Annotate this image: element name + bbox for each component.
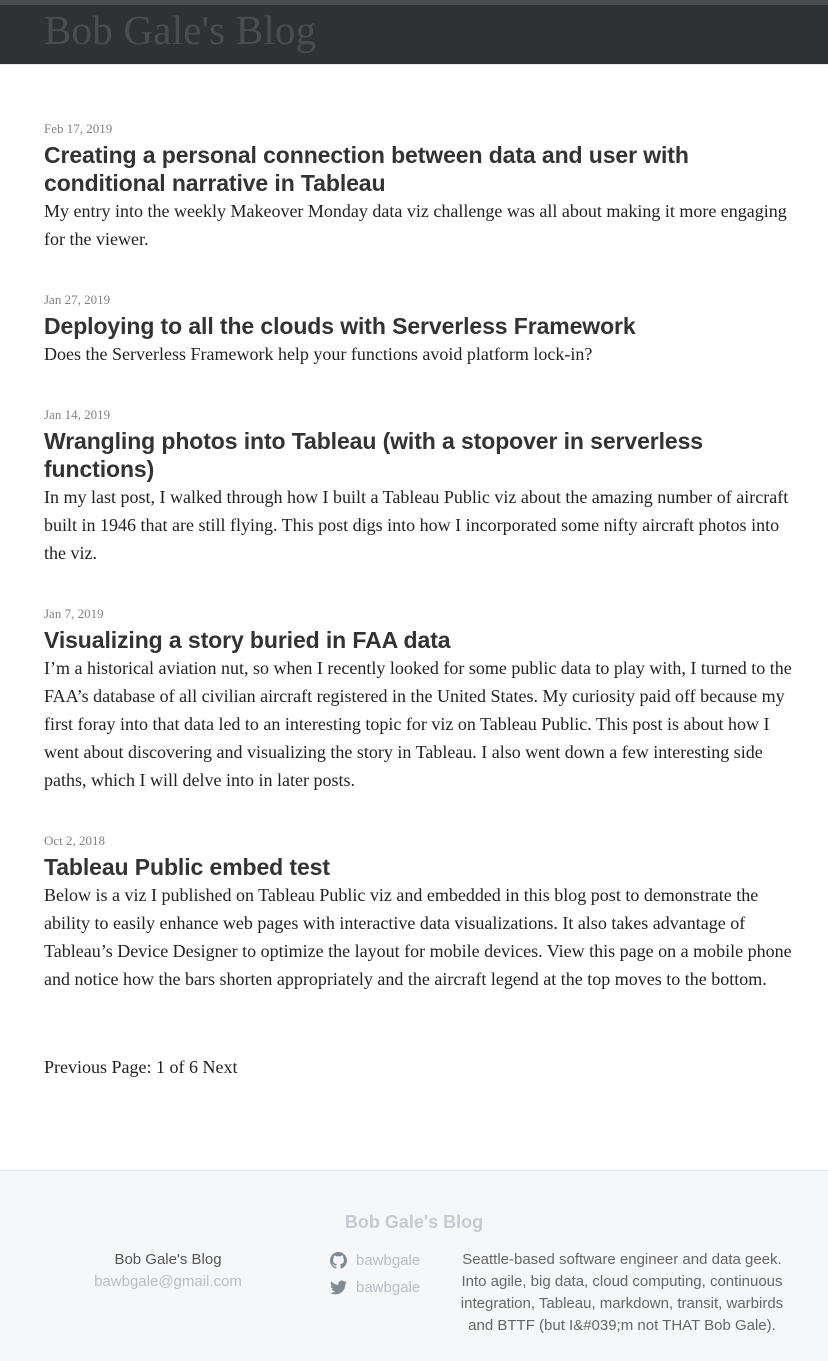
- post-date: Feb 17, 2019: [44, 121, 113, 136]
- post-date: Jan 7, 2019: [44, 606, 104, 621]
- footer-email-link[interactable]: bawbgale@gmail.com: [94, 1273, 242, 1290]
- twitter-username: bawbgale: [356, 1278, 421, 1296]
- post-date: Jan 27, 2019: [44, 292, 111, 307]
- post-excerpt: Does the Serverless Framework help your functions avoid platform lock-in?: [44, 344, 593, 364]
- github-link[interactable]: [330, 1249, 440, 1271]
- post-excerpt: I’m a historical aviation nut, so when I recently looked for some public data to play with, I turned to the FAA’s database of all civilian aircraft registered in the United States. My curiosity paid off because my first foray into that data led to an interesting topic for viz on Tableau Public. This post is about how I went about discovering and visualizing the story in Tableau. I also went down a few interesting side paths, which I will delve into in later posts.: [44, 658, 792, 790]
- footer-social: [330, 1249, 440, 1303]
- post-item: [44, 121, 794, 253]
- post-title-link[interactable]: Deploying to all the clouds with Serverless Framework: [44, 313, 636, 339]
- post-title-link[interactable]: Visualizing a story buried in FAA data: [44, 627, 451, 653]
- footer-name: Bob Gale's Blog: [114, 1251, 222, 1268]
- post-excerpt: In my last post, I walked through how I built a Tableau Public viz about the amazing number of aircraft built in 1946 that are still flying. This post digs into how I incorporated some nifty aircraft photos into the viz.: [44, 487, 789, 563]
- twitter-icon: [330, 1279, 347, 1296]
- post-item: [44, 606, 794, 794]
- post-item: [44, 292, 794, 368]
- post-title-link[interactable]: Creating a personal connection between data and user with conditional narrative in Tableau: [44, 142, 689, 196]
- twitter-link[interactable]: [330, 1276, 440, 1298]
- pagination-page-prefix: Page:: [111, 1057, 152, 1077]
- post-item: [44, 833, 794, 993]
- post-item: [44, 407, 794, 567]
- footer-heading: Bob Gale's Blog: [344, 1212, 484, 1232]
- site-header: [0, 0, 828, 65]
- pagination: [44, 1054, 238, 1080]
- pagination-page-text: 1 of 6: [156, 1057, 198, 1077]
- github-icon: [330, 1252, 347, 1269]
- pagination-previous: Previous: [44, 1057, 107, 1077]
- footer-contact: [78, 1249, 258, 1293]
- post-title-link[interactable]: Tableau Public embed test: [44, 854, 330, 880]
- footer-description: Seattle-based software engineer and data geek. Into agile, big data, cloud computing, continuous integration, Tableau, markdown, transit, warbirds and BTTF (but I&#039;m not THAT Bob Gale).: [460, 1251, 784, 1334]
- post-title-link[interactable]: Wrangling photos into Tableau (with a stopover in serverless functions): [44, 428, 703, 482]
- post-excerpt: Below is a viz I published on Tableau Public viz and embedded in this blog post to demonstrate the ability to easily enhance web pages with interactive data visualizations. It also takes advantage of Tableau’s Device Designer to optimize the layout for mobile devices. View this page on a mobile phone and notice how the bars shorten appropriately and the aircraft legend at the top moves to the bottom.: [44, 885, 792, 989]
- post-date: Oct 2, 2018: [44, 833, 106, 848]
- github-username: bawbgale: [356, 1251, 421, 1269]
- post-excerpt: My entry into the weekly Makeover Monday data viz challenge was all about making it more engaging for the viewer.: [44, 201, 787, 249]
- pagination-next-link[interactable]: Next: [202, 1057, 238, 1077]
- site-footer: [0, 1170, 828, 1361]
- post-date: Jan 14, 2019: [44, 407, 111, 422]
- site-title-link[interactable]: Bob Gale's Blog: [44, 7, 317, 53]
